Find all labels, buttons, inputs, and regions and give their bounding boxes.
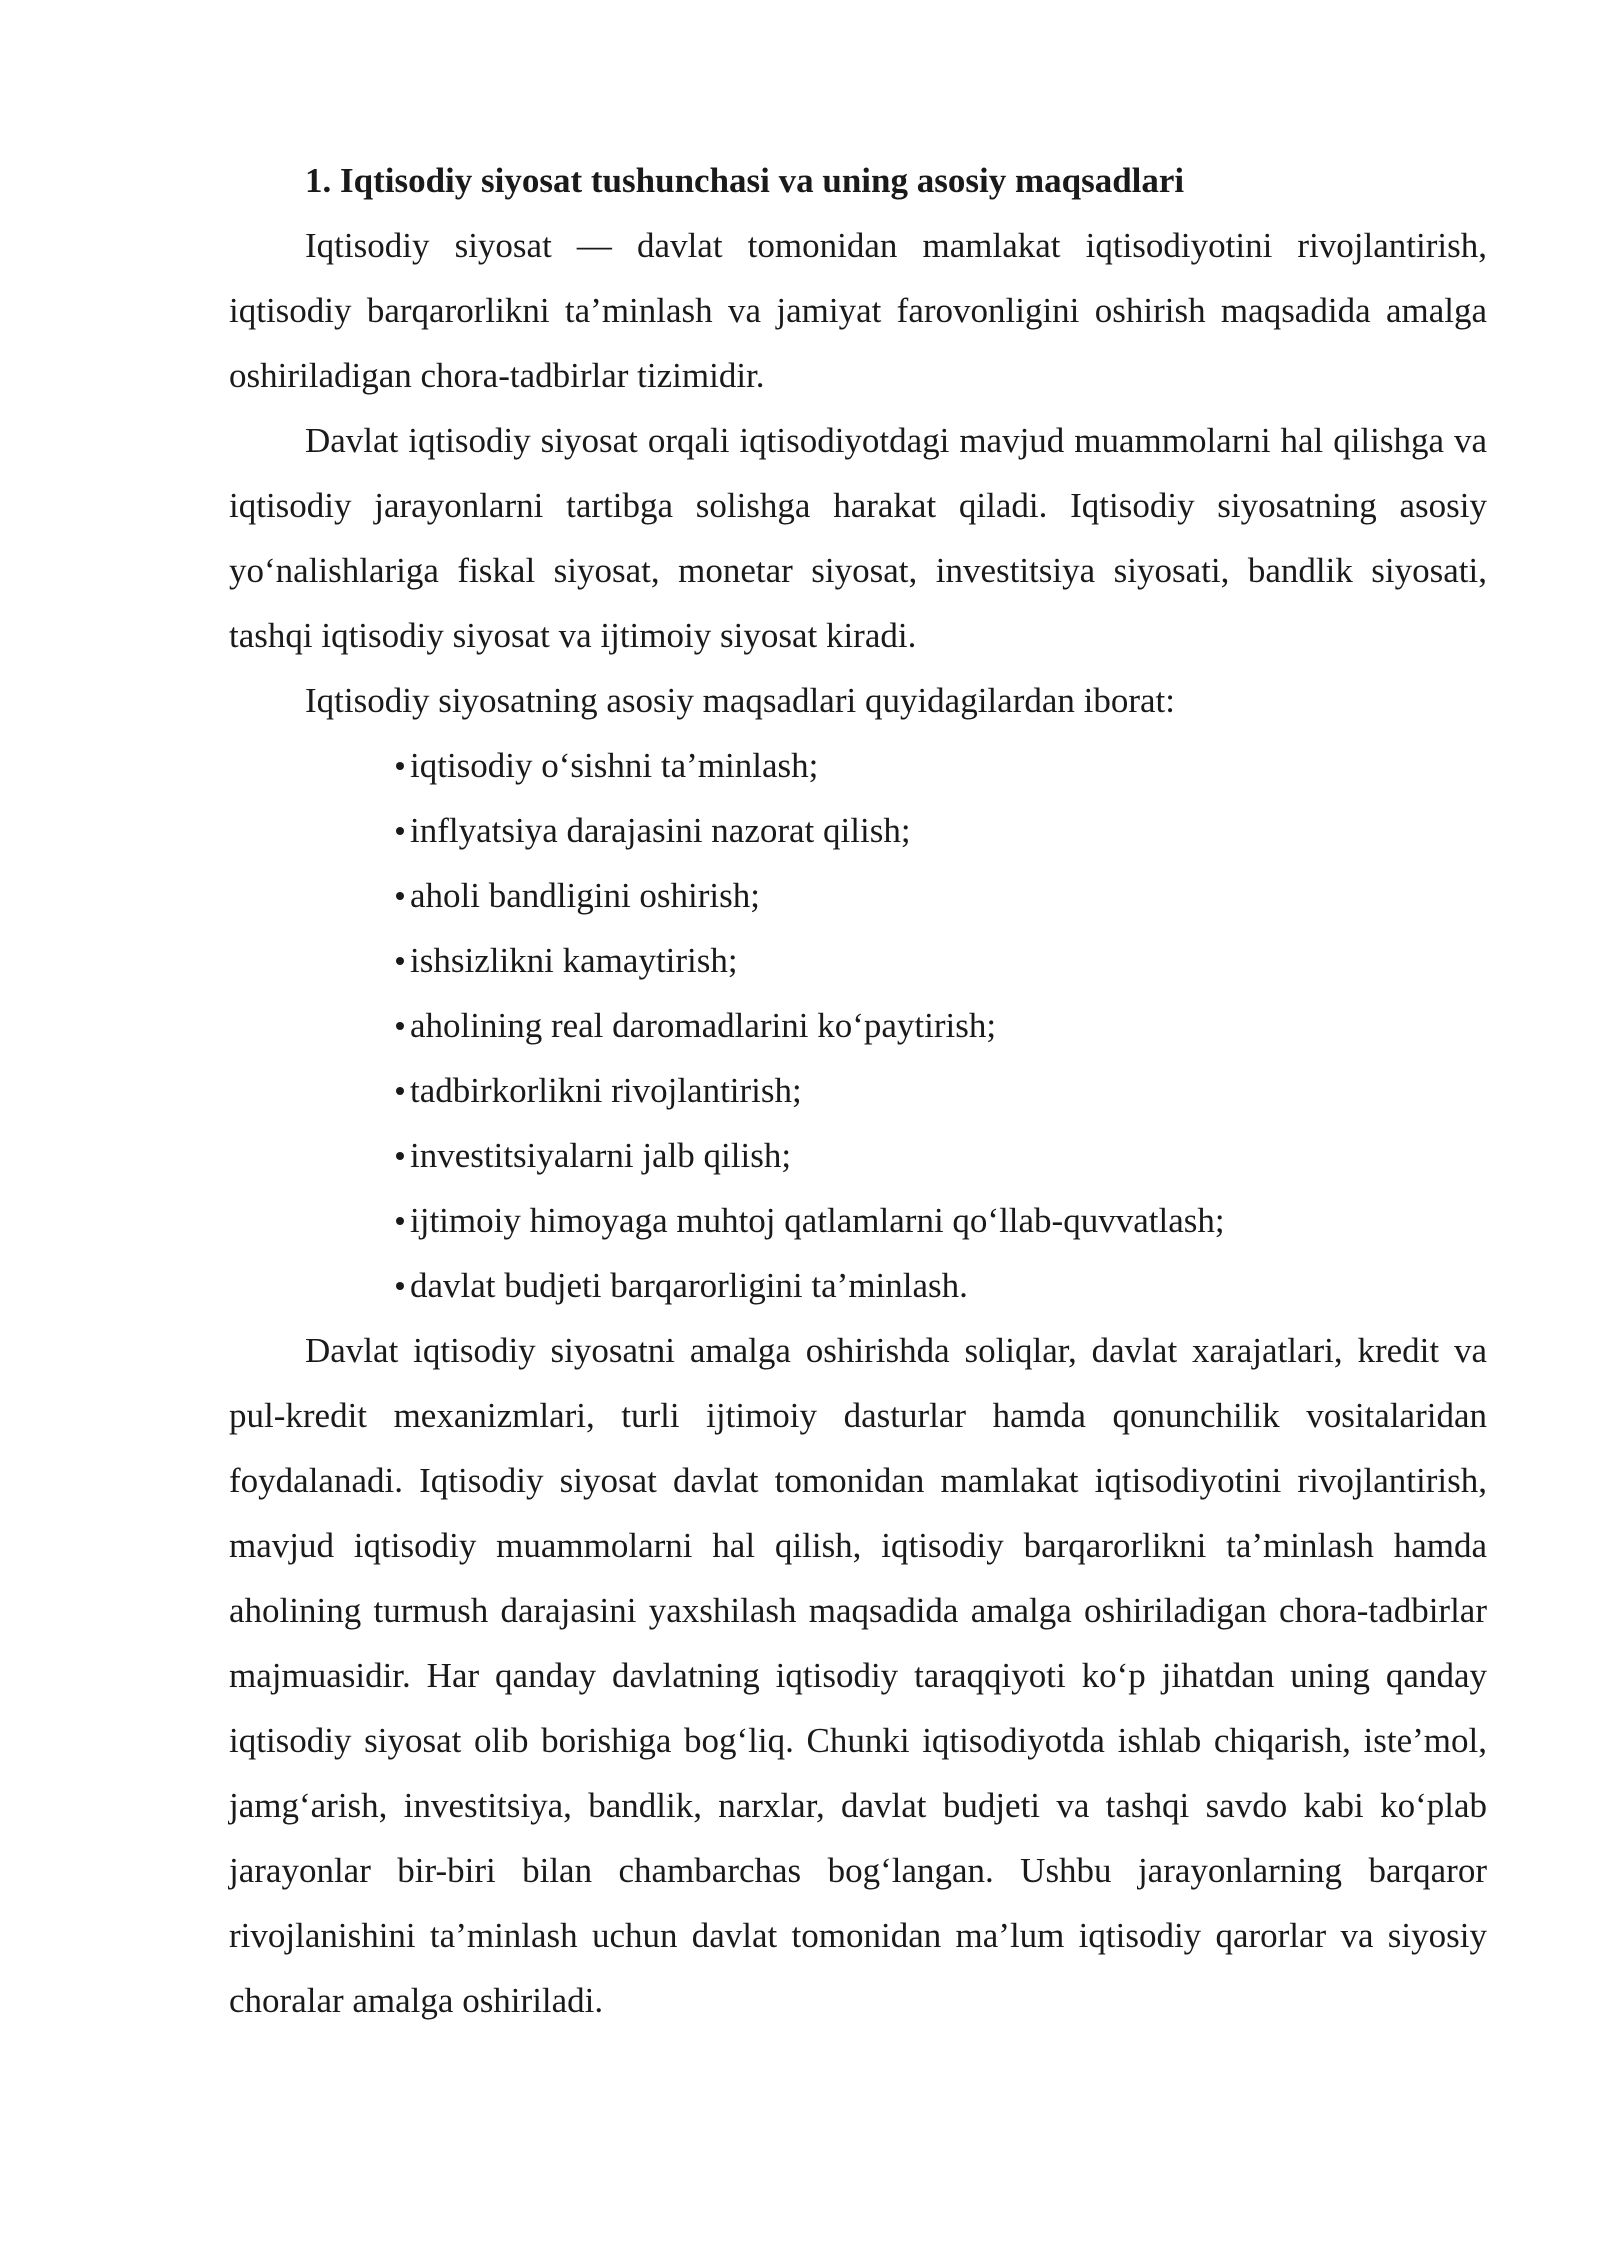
list-item-text: ijtimoiy himoyaga muhtoj qatlamlarni qo‘llab-quvvatlash; — [410, 1201, 1225, 1240]
list-item-text: davlat budjeti barqarorligini ta’minlash. — [410, 1266, 968, 1305]
list-item — [396, 863, 1487, 928]
paragraph-directions: Davlat iqtisodiy siyosat orqali iqtisodiyotdagi mavjud muammolarni hal qilishga va iqtisodiy jarayonlarni tartibga solishga harakat qiladi. Iqtisodiy siyosatning asosiy yo‘nalishlariga fiskal siyosat, monetar siyosat, investitsiya siyosati, bandlik siyosati, tashqi iqtisodiy siyosat va ijtimoiy siyosat kiradi. — [229, 421, 1487, 655]
bullet-icon — [396, 827, 404, 835]
bullet-icon — [396, 762, 404, 770]
paragraph-instruments: Davlat iqtisodiy siyosatni amalga oshirishda soliqlar, davlat xarajatlari, kredit va pul-kredit mexanizmlari, turli ijtimoiy dasturlar hamda qonunchilik vositalaridan foydalanadi. Iqtisodiy siyosat davlat tomonidan mamlakat iqtisodiyotini rivojlantirish, mavjud iqtisodiy muammolarni hal qilish, iqtisodiy barqarorlikni ta’minlash hamda aholining turmush darajasini yaxshilash maqsadida amalga oshiriladigan chora-tadbirlar majmuasidir. Har qanday davlatning iqtisodiy taraqqiyoti ko‘p jihatdan uning qanday iqtisodiy siyosat olib borishiga bog‘liq. Chunki iqtisodiyotda ishlab chiqarish, iste’mol, jamg‘arish, investitsiya, bandlik, narxlar, davlat budjeti va tashqi savdo kabi ko‘plab jarayonlar bir-biri bilan chambarchas bog‘langan. Ushbu jarayonlarning barqaror rivojlanishini ta’minlash uchun davlat tomonidan ma’lum iqtisodiy qarorlar va siyosiy choralar amalga oshiriladi. — [229, 1331, 1487, 2020]
paragraph-definition: Iqtisodiy siyosat — davlat tomonidan mamlakat iqtisodiyotini rivojlantirish, iqtisodiy barqarorlikni ta’minlash va jamiyat farovonligini oshirish maqsadida amalga oshiriladigan chora-tadbirlar tizimidir. — [229, 226, 1487, 395]
list-item — [396, 1253, 1487, 1318]
goals-list — [229, 733, 1487, 1318]
bullet-icon — [396, 1152, 404, 1160]
bullet-icon — [396, 1087, 404, 1095]
section-heading: 1. Iqtisodiy siyosat tushunchasi va uning asosiy maqsadlari — [305, 161, 1185, 200]
document-page — [229, 148, 1487, 2033]
list-item-text: investitsiyalarni jalb qilish; — [410, 1136, 792, 1175]
list-item — [396, 993, 1487, 1058]
list-item-text: tadbirkorlikni rivojlantirish; — [410, 1071, 802, 1110]
list-item-text: inflyatsiya darajasini nazorat qilish; — [410, 811, 911, 850]
bullet-icon — [396, 957, 404, 965]
list-item-text: iqtisodiy o‘sishni ta’minlash; — [410, 746, 819, 785]
bullet-icon — [396, 1217, 404, 1225]
bullet-icon — [396, 892, 404, 900]
bullet-icon — [396, 1282, 404, 1290]
list-item-text: ishsizlikni kamaytirish; — [410, 941, 738, 980]
list-item — [396, 1058, 1487, 1123]
list-item — [396, 798, 1487, 863]
list-item — [396, 1123, 1487, 1188]
bullet-icon — [396, 1022, 404, 1030]
paragraph-goals-intro: Iqtisodiy siyosatning asosiy maqsadlari quyidagilardan iborat: — [305, 681, 1175, 720]
list-item-text: aholining real daromadlarini ko‘paytirish; — [410, 1006, 997, 1045]
list-item-text: aholi bandligini oshirish; — [410, 876, 760, 915]
list-item — [396, 928, 1487, 993]
list-item — [396, 1188, 1487, 1253]
list-item — [396, 733, 1487, 798]
